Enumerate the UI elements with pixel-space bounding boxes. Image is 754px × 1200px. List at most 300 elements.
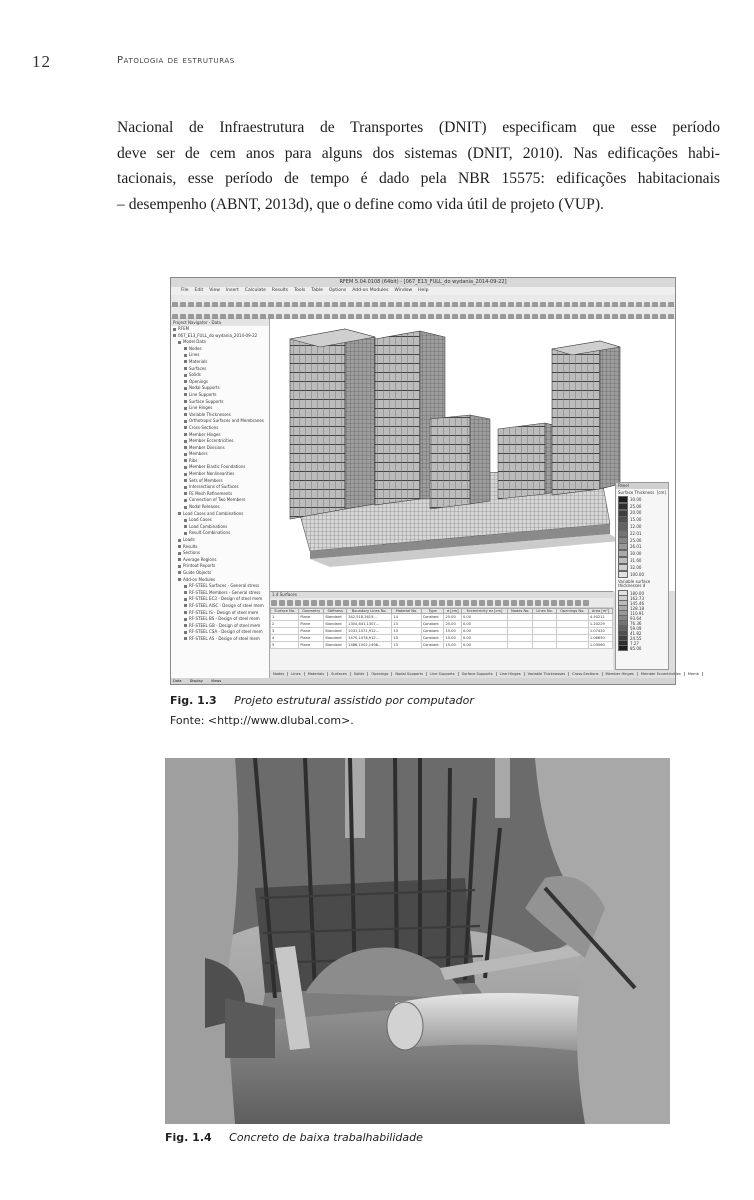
- toolbar-icon: [407, 600, 413, 606]
- legend-value: 100.00: [630, 571, 644, 577]
- legend-value: 30.00: [630, 496, 642, 502]
- legend-value: 31.60: [630, 558, 642, 564]
- navigator-item: [171, 451, 269, 458]
- table-cell: 3: [271, 628, 299, 635]
- mid-block-right: [498, 423, 545, 499]
- folder-icon: [184, 585, 187, 588]
- navigator-tab: Display: [189, 679, 203, 683]
- toolbar-icon: [391, 600, 397, 606]
- table-cell: 1486,1502,1498...: [347, 642, 392, 649]
- table-tab: Line Supports: [427, 672, 459, 676]
- legend-value: 24.55: [630, 635, 642, 641]
- legend-value: 12.00: [630, 524, 642, 530]
- toolbar-icon: [519, 600, 525, 606]
- navigator-item-label: Sections: [183, 550, 200, 556]
- folder-icon: [173, 328, 176, 331]
- navigator-item-label: RF-STEEL Members - General stress: [189, 589, 261, 595]
- navigator-item-label: Surface Supports: [189, 398, 224, 404]
- folder-icon: [184, 380, 187, 383]
- table-cell: [533, 621, 556, 628]
- toolbar-icon: [495, 600, 501, 606]
- table-cell: 5: [271, 642, 299, 649]
- navigator-item: [171, 537, 269, 544]
- table-cell: [556, 614, 588, 621]
- table-header: d [cm]: [444, 609, 462, 614]
- navigator-item: [171, 557, 269, 564]
- navigator-item-label: RF-STEEL Surfaces - General stress: [189, 583, 260, 589]
- navigator-item-label: Member Eccentricities: [189, 438, 234, 444]
- table-tabs: [270, 671, 699, 678]
- navigator-item: [171, 583, 269, 590]
- table-cell: 1.03060: [588, 642, 612, 649]
- caption-title: Concreto de baixa trabalhabilidade: [229, 1131, 423, 1144]
- table-cell: 25.00: [444, 614, 462, 621]
- caption-label: Fig. 1.4: [165, 1131, 212, 1144]
- page-number: 12: [32, 52, 51, 71]
- table-cell: 1: [271, 614, 299, 621]
- table-header: Material No.: [392, 609, 421, 614]
- table-cell: Standard: [324, 621, 347, 628]
- navigator-item: [171, 478, 269, 485]
- navigator-item: [171, 392, 269, 399]
- navigator-item: [171, 610, 269, 617]
- legend-value: 85.00: [630, 645, 642, 651]
- table-cell: 4.50211: [588, 614, 612, 621]
- folder-icon: [184, 637, 187, 640]
- navigator-item-label: 067_E13_FULL_do wydania_2014-09-22: [178, 332, 258, 338]
- table-cell: 1.20229: [588, 621, 612, 628]
- left-tower-side: [345, 329, 375, 509]
- navigator-item-label: Load Cases and Combinations: [183, 510, 244, 516]
- navigator-item-label: Orthotropic Surfaces and Membranes: [189, 418, 264, 424]
- toolbar-icon: [471, 600, 477, 606]
- table-tab: Nodes: [270, 672, 288, 676]
- navigator-item-label: RF-STEEL IS - Design of steel mem: [189, 609, 259, 615]
- legend-swatch: [618, 571, 628, 578]
- navigator-item-label: Members: [189, 451, 208, 457]
- toolbar-icon: [431, 600, 437, 606]
- legend-value: 25.00: [630, 537, 642, 543]
- status-bar: [171, 678, 675, 684]
- surfaces-grid: [270, 608, 613, 649]
- folder-icon: [178, 565, 181, 568]
- navigator-item-label: Member Hinges: [189, 431, 221, 437]
- table-tab: Materials: [305, 672, 328, 676]
- navigator-item-label: Variable Thicknesses: [189, 411, 231, 417]
- legend-value: 110.91: [630, 610, 644, 616]
- navigator-item-label: Nodes: [189, 345, 202, 351]
- folder-icon: [184, 374, 187, 377]
- navigator-item-label: Model Data: [183, 339, 206, 345]
- mid-block-left: [430, 415, 470, 509]
- legend-panel: [615, 482, 669, 670]
- table-tab: Lines: [288, 672, 304, 676]
- navigator-item: [171, 464, 269, 471]
- legend-swatch: [618, 645, 628, 651]
- folder-icon: [184, 413, 187, 416]
- table-title: 1.4 Surfaces: [270, 592, 613, 598]
- folder-icon: [184, 426, 187, 429]
- table-row: [271, 628, 613, 635]
- table-toolbar: [270, 598, 613, 608]
- folder-icon: [184, 611, 187, 614]
- folder-icon: [184, 367, 187, 370]
- navigator-item-label: RF-STEEL AS - Design of steel mem: [189, 635, 260, 641]
- legend-value: 128.18: [630, 605, 644, 611]
- legend-value: 20.00: [630, 510, 642, 516]
- table-cell: Standard: [324, 635, 347, 642]
- table-header: Surface No.: [271, 609, 299, 614]
- navigator-item-label: Guide Objects: [183, 569, 212, 575]
- table-cell: Constant: [421, 614, 444, 621]
- navigator-item-label: Loads: [183, 537, 195, 542]
- table-row: [271, 621, 613, 628]
- navigator-item-label: Line Hinges: [189, 405, 213, 411]
- navigator-item: [171, 504, 269, 511]
- navigator-item-label: Member Elastic Foundations: [189, 464, 246, 470]
- table-cell: 13: [392, 635, 421, 642]
- menu-item: File: [181, 288, 189, 293]
- folder-icon: [184, 492, 187, 495]
- table-header: Stiffness: [324, 609, 347, 614]
- table-cell: [508, 621, 533, 628]
- toolbar-2: [171, 307, 675, 319]
- table-cell: Constant: [421, 635, 444, 642]
- folder-icon: [178, 341, 181, 344]
- folder-icon: [184, 604, 187, 607]
- folder-icon: [184, 420, 187, 423]
- table-cell: 2: [271, 621, 299, 628]
- folder-icon: [184, 347, 187, 350]
- folder-icon: [184, 360, 187, 363]
- table-cell: Plane: [299, 628, 324, 635]
- menu-item: Add-on Modules: [352, 288, 389, 293]
- toolbar-icon: [463, 600, 469, 606]
- folder-icon: [184, 354, 187, 357]
- folder-icon: [184, 479, 187, 482]
- table-header: Boundary Lines No.: [347, 609, 392, 614]
- window-title: RFEM 5.04.0108 (64bit) - [067_E13_FULL_do wydania_2014-09-22]: [171, 278, 675, 287]
- toolbar-icon: [295, 600, 301, 606]
- table-cell: 15.00: [444, 628, 462, 635]
- body-line: tacionais, esse período de tempo é dado pela NBR 15575: edificações habitacionais: [117, 170, 720, 187]
- navigator-item-label: Member Nonlinearities: [189, 471, 235, 477]
- navigator-item-label: Sets of Members: [189, 477, 223, 483]
- navigator-item: [171, 590, 269, 597]
- table-cell: 13: [392, 628, 421, 635]
- navigator-item-label: RF-STEEL GB - Design of steel mem: [189, 622, 261, 628]
- toolbar-icon: [367, 600, 373, 606]
- table-cell: Standard: [324, 642, 347, 649]
- table-cell: [556, 642, 588, 649]
- navigator-item: [171, 379, 269, 386]
- navigator-item-label: RF-STEEL BS - Design of steel mem: [189, 616, 260, 622]
- navigator-item-label: Lines: [189, 352, 200, 358]
- navigator-item: [171, 524, 269, 531]
- legend2-row: [616, 646, 668, 651]
- menu-item: Results: [271, 288, 289, 293]
- navigator-item: [171, 405, 269, 412]
- toolbar-icon: [303, 600, 309, 606]
- legend-value: 7.27: [630, 640, 639, 646]
- folder-icon: [184, 393, 187, 396]
- legend-value: 22.01: [630, 530, 642, 536]
- navigator-item-label: Line Supports: [189, 391, 217, 397]
- folder-icon: [184, 506, 187, 509]
- navigator-item: [171, 471, 269, 478]
- table-cell: Standard: [324, 628, 347, 635]
- table-cell: 14: [392, 614, 421, 621]
- table-tab: Openings: [368, 672, 392, 676]
- worker-left: [165, 758, 238, 1124]
- table-tab: Memb: [685, 672, 703, 676]
- table-cell: 0.00: [461, 635, 507, 642]
- folder-icon: [178, 571, 181, 574]
- photo-concrete-pouring: [165, 758, 670, 1124]
- table-cell: 15.00: [444, 642, 462, 649]
- table-row: [271, 642, 613, 649]
- folder-icon: [184, 466, 187, 469]
- table-cell: 0.00: [461, 642, 507, 649]
- table-cell: [556, 635, 588, 642]
- folder-icon: [184, 407, 187, 410]
- navigator-item-label: Ribs: [189, 457, 198, 463]
- navigator-item: [171, 544, 269, 551]
- navigator-item-label: Cross-Sections: [189, 424, 219, 430]
- table-cell: 1.07420: [588, 628, 612, 635]
- vibrator-tool: [225, 998, 275, 1058]
- toolbar-icon: [575, 600, 581, 606]
- folder-icon: [184, 499, 187, 502]
- folder-icon: [184, 433, 187, 436]
- toolbar-icon: [375, 600, 381, 606]
- navigator-item: [171, 596, 269, 603]
- navigator-item: [171, 438, 269, 445]
- navigator-item: [171, 623, 269, 630]
- toolbar-icon: [551, 600, 557, 606]
- toolbar-icon: [487, 600, 493, 606]
- navigator-item-label: Nodal Releases: [189, 504, 220, 510]
- toolbar-icon: [359, 600, 365, 606]
- folder-icon: [184, 618, 187, 621]
- menu-item: Options: [328, 288, 347, 293]
- table-cell: Constant: [421, 628, 444, 635]
- folder-icon: [178, 552, 181, 555]
- folder-icon: [184, 453, 187, 456]
- toolbar-1: [171, 295, 675, 307]
- navigator-item: [171, 432, 269, 439]
- body-paragraph: [117, 115, 720, 217]
- body-line: deve ser de cem anos para alguns dos sistemas (DNIT, 2010). Nas edificações habi-: [117, 144, 720, 162]
- navigator-item: [171, 563, 269, 570]
- table-cell: 13: [392, 642, 421, 649]
- table-cell: [508, 614, 533, 621]
- table-header: Area [m²]: [588, 609, 612, 614]
- folder-icon: [178, 578, 181, 581]
- folder-icon: [184, 486, 187, 489]
- legend-value: 15.00: [630, 517, 642, 523]
- folder-icon: [184, 400, 187, 403]
- navigator-item: [171, 372, 269, 379]
- table-cell: Constant: [421, 621, 444, 628]
- navigator-item-label: Load Combinations: [189, 523, 228, 529]
- navigator-item-label: Intersections of Surfaces: [189, 484, 239, 490]
- legend-value: 162.73: [630, 595, 644, 601]
- navigator-tab: Data: [173, 679, 182, 683]
- legend-value: 76.36: [630, 620, 642, 626]
- navigator-item-label: Materials: [189, 358, 208, 364]
- toolbar-icon: [567, 600, 573, 606]
- table-cell: [556, 628, 588, 635]
- table-cell: Plane: [299, 614, 324, 621]
- figure-rfem-screenshot: [170, 277, 699, 685]
- left-tower-2: [375, 331, 420, 505]
- table-cell: [533, 635, 556, 642]
- navigator-item: [171, 603, 269, 610]
- navigator-item-label: Surfaces: [189, 365, 207, 371]
- menu-item: Table: [311, 288, 323, 293]
- navigator-item: [171, 616, 269, 623]
- menu-item: Window: [394, 288, 413, 293]
- navigator-item: [171, 385, 269, 392]
- folder-icon: [184, 631, 187, 634]
- navigator-item: [171, 445, 269, 452]
- folder-icon: [184, 440, 187, 443]
- legend-value: 32.00: [630, 564, 642, 570]
- toolbar-icon: [335, 600, 341, 606]
- navigator-item: [171, 629, 269, 636]
- table-tab: Nodal Supports: [392, 672, 427, 676]
- concrete-photo-illustration: [165, 758, 670, 1124]
- surfaces-table: [270, 591, 613, 670]
- table-tab: Surfaces: [328, 672, 351, 676]
- table-header: Lines No.: [533, 609, 556, 614]
- figure-1-4-caption: [165, 1131, 423, 1144]
- navigator-item: [171, 326, 269, 333]
- table-cell: 25.00: [444, 621, 462, 628]
- folder-icon: [178, 545, 181, 548]
- navigator-item: [171, 570, 269, 577]
- body-line: Nacional de Infraestrutura de Transportes (DNIT) especificam que esse período: [117, 119, 720, 136]
- folder-icon: [184, 598, 187, 601]
- toolbar-icon: [455, 600, 461, 606]
- table-row: [271, 614, 613, 621]
- menu-item: Help: [418, 288, 429, 293]
- right-tower-front: [552, 341, 600, 495]
- navigator-item-label: Openings: [189, 378, 208, 384]
- navigator-item: [171, 530, 269, 537]
- toolbar-icon: [327, 600, 333, 606]
- folder-icon: [178, 512, 181, 515]
- table-header: Type: [421, 609, 444, 614]
- table-cell: 1304,641,1307...: [347, 621, 392, 628]
- table-cell: 15.00: [444, 635, 462, 642]
- navigator-item-label: RF-STEEL EC3 - Design of steel mem: [189, 596, 263, 602]
- folder-icon: [184, 387, 187, 390]
- table-cell: 4: [271, 635, 299, 642]
- folder-icon: [178, 558, 181, 561]
- table-cell: Plane: [299, 635, 324, 642]
- legend-value: 26.01: [630, 544, 642, 550]
- toolbar-icon: [559, 600, 565, 606]
- navigator-item-label: Member Divisions: [189, 444, 225, 450]
- navigator-item-label: Solids: [189, 372, 201, 378]
- navigator-item-label: RF-STEEL AISC - Design of steel mem: [189, 602, 264, 608]
- toolbar-icon: [351, 600, 357, 606]
- toolbar-icon: [447, 600, 453, 606]
- legend-value: 93.64: [630, 615, 642, 621]
- folder-icon: [184, 525, 187, 528]
- navigator-item: [171, 636, 269, 643]
- legend-value: 59.09: [630, 625, 642, 631]
- menu-item: Tools: [294, 288, 306, 293]
- toolbar-icon: [423, 600, 429, 606]
- table-cell: Plane: [299, 642, 324, 649]
- table-tab: Surface Supports: [459, 672, 497, 676]
- legend-value: 30.00: [630, 551, 642, 557]
- legend-value: 145.46: [630, 600, 644, 606]
- legend-row: [616, 571, 668, 578]
- table-tab: Member Eccentricities: [638, 672, 685, 676]
- toolbar-icon: [287, 600, 293, 606]
- toolbar-icon: [279, 600, 285, 606]
- table-cell: 1.06650: [588, 635, 612, 642]
- body-line: – desempenho (ABNT, 2013d), que o define como vida útil de projeto (VUP).: [117, 195, 604, 213]
- navigator-item: [171, 517, 269, 524]
- left-tower-front: [290, 329, 345, 519]
- table-cell: [533, 642, 556, 649]
- table-cell: 13: [392, 621, 421, 628]
- table-cell: 0.00: [461, 614, 507, 621]
- navigator-item-label: Load Cases: [189, 517, 212, 523]
- navigator-item: [171, 418, 269, 425]
- menu-item: View: [209, 288, 220, 293]
- folder-icon: [178, 539, 181, 542]
- navigator-item: [171, 497, 269, 504]
- navigator-item: [171, 550, 269, 557]
- menu-item: Edit: [194, 288, 204, 293]
- legend-value: 180.00: [630, 590, 644, 596]
- navigator-item-label: FE Mesh Refinements: [189, 490, 233, 496]
- toolbar-icon: [543, 600, 549, 606]
- navigator-item: [171, 359, 269, 366]
- navigator-item: [171, 412, 269, 419]
- toolbar-icon: [535, 600, 541, 606]
- table-tab: Cross-Sections: [569, 672, 602, 676]
- toolbar-icon: [503, 600, 509, 606]
- folder-icon: [184, 624, 187, 627]
- toolbar-icon: [583, 600, 589, 606]
- toolbar-icon: [511, 600, 517, 606]
- toolbar-icon: [439, 600, 445, 606]
- navigator-item: [171, 346, 269, 353]
- navigator-item-label: Connection of Two Members: [189, 497, 246, 503]
- table-tab: Solids: [351, 672, 369, 676]
- table-cell: Constant: [421, 642, 444, 649]
- legend-unit: [cm]: [656, 490, 666, 495]
- folder-icon: [184, 591, 187, 594]
- folder-icon: [184, 532, 187, 535]
- toolbar-icon: [271, 600, 277, 606]
- table-cell: Standard: [324, 614, 347, 621]
- menu-item: Insert: [225, 288, 239, 293]
- toolbar-icon: [343, 600, 349, 606]
- toolbar-icon: [319, 600, 325, 606]
- toolbar-icon: [311, 600, 317, 606]
- table-header: Eccentricity ez [cm]: [461, 609, 507, 614]
- toolbar-icon: [399, 600, 405, 606]
- figure-1-3-source: Fonte: <http://www.dlubal.com>.: [170, 714, 354, 727]
